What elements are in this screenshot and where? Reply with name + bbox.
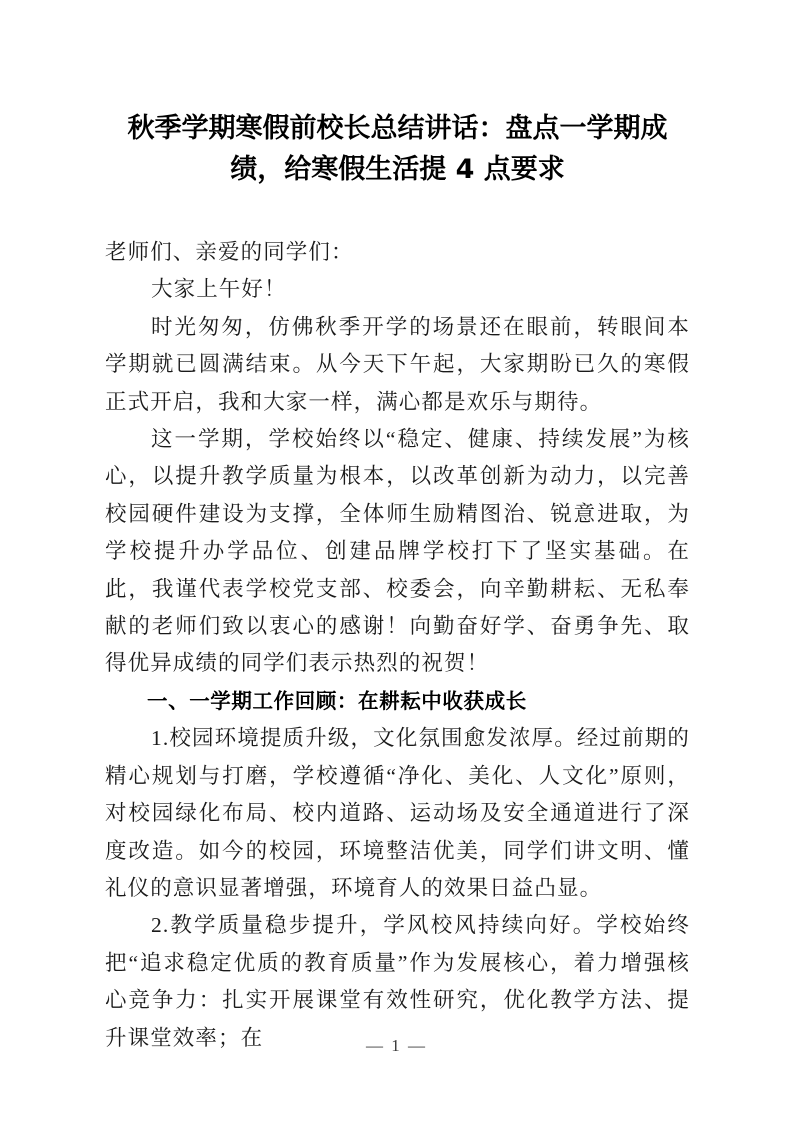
- semester-overview-paragraph: 这一学期，学校始终以“稳定、健康、持续发展”为核心，以提升教学质量为根本，以改革创新为动力，以完善校园硬件建设为支撑，全体师生励精图治、锐意进取，为学校提升办学品位、创建品牌学校打下了坚实基础。在此，我谨代表学校党支部、校委会，向辛勤耕耘、无私奉献的老师们致以衷心的感谢！向勤奋好学、奋勇争先、取得优异成绩的同学们表示热烈的祝贺！: [105, 427, 690, 676]
- section-heading-one: 一、一学期工作回顾：在耕耘中收获成长: [147, 688, 527, 713]
- item-2-paragraph: 2.教学质量稳步提升，学风校风持续向好。学校始终把“追求稳定优质的教育质量”作为发展核心，着力增强核心竞争力：扎实开展课堂有效性研究，优化教学方法、提升课堂效率；在: [105, 913, 690, 1050]
- page-title: 秋季学期寒假前校长总结讲话：盘点一学期成绩，给寒假生活提 4 点要求: [127, 113, 668, 185]
- opening-paragraph: 时光匆匆，仿佛秋季开学的场景还在眼前，转眼间本学期就已圆满结束。从今天下午起，大家期盼已久的寒假正式开启，我和大家一样，满心都是欢乐与期待。: [105, 314, 690, 414]
- salutation-paragraph: 老师们、亲爱的同学们：: [105, 240, 354, 264]
- item-1-paragraph: 1.校园环境提质升级，文化氛围愈发浓厚。经过前期的精心规划与打磨，学校遵循“净化、美化、人文化”原则，对校园绿化布局、校内道路、运动场及安全通道进行了深度改造。如今的校园，环境整洁优美，同学们讲文明、懂礼仪的意识显著增强，环境育人的效果日益凸显。: [105, 726, 690, 900]
- page-number-footer: — 1 —: [366, 1036, 427, 1055]
- document-body: [105, 108, 690, 1057]
- greeting-paragraph: 大家上午好！: [151, 277, 287, 302]
